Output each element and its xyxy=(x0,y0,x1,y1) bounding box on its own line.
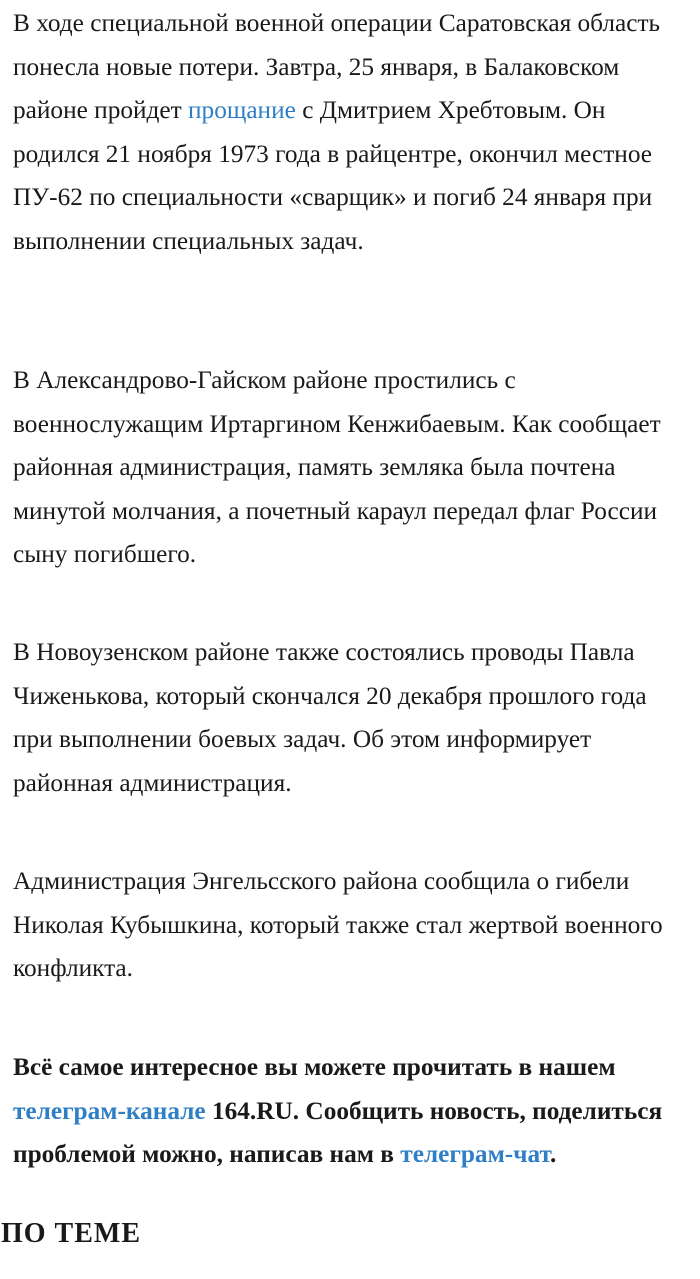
paragraph-text: с Дмитрием Хребтовым. Он родился 21 ноября 1973 года в райцентре, окончил местное ПУ-62 по специальности «сварщик» и погиб 24 января при выполнении специальных задач. xyxy=(13,96,653,255)
paragraph-balakovo xyxy=(13,2,688,264)
paragraph-engels: Администрация Энгельсского района сообщила о гибели Николая Кубышкина, который также стал жертвой военного конфликта. xyxy=(13,867,663,983)
telegram-promo xyxy=(13,1046,688,1177)
related-section-heading: ПО ТЕМЕ xyxy=(1,1218,142,1249)
paragraph-aleksandrov-gai: В Александрово-Гайском районе простились с военнослужащим Иртаргином Кенжибаевым. Как сообщает районная администрация, память земляка была почтена минутой молчания, а почетный караул передал флаг России сыну погибшего. xyxy=(13,366,661,569)
farewell-link[interactable]: прощание xyxy=(188,96,296,125)
promo-text: . xyxy=(550,1140,557,1169)
paragraph-text: В ходе специальной военной операции Саратовская область понесла новые потери. Завтра, 25 января, в Балаковском районе пройдет xyxy=(13,9,661,125)
telegram-chat-link[interactable]: телеграм-чат xyxy=(400,1140,551,1169)
telegram-channel-link[interactable]: телеграм-канале xyxy=(13,1096,206,1125)
promo-text: Всё самое интересное вы можете прочитать в нашем xyxy=(13,1053,616,1081)
promo-text: 164.RU. Сообщить новость, поделиться проблемой можно, написав нам в xyxy=(13,1096,663,1169)
paragraph-novouzensk: В Новоузенском районе также состоялись проводы Павла Чиженькова, который скончался 20 декабря прошлого года при выполнении боевых задач. Об этом информирует районная администрация. xyxy=(13,638,647,797)
